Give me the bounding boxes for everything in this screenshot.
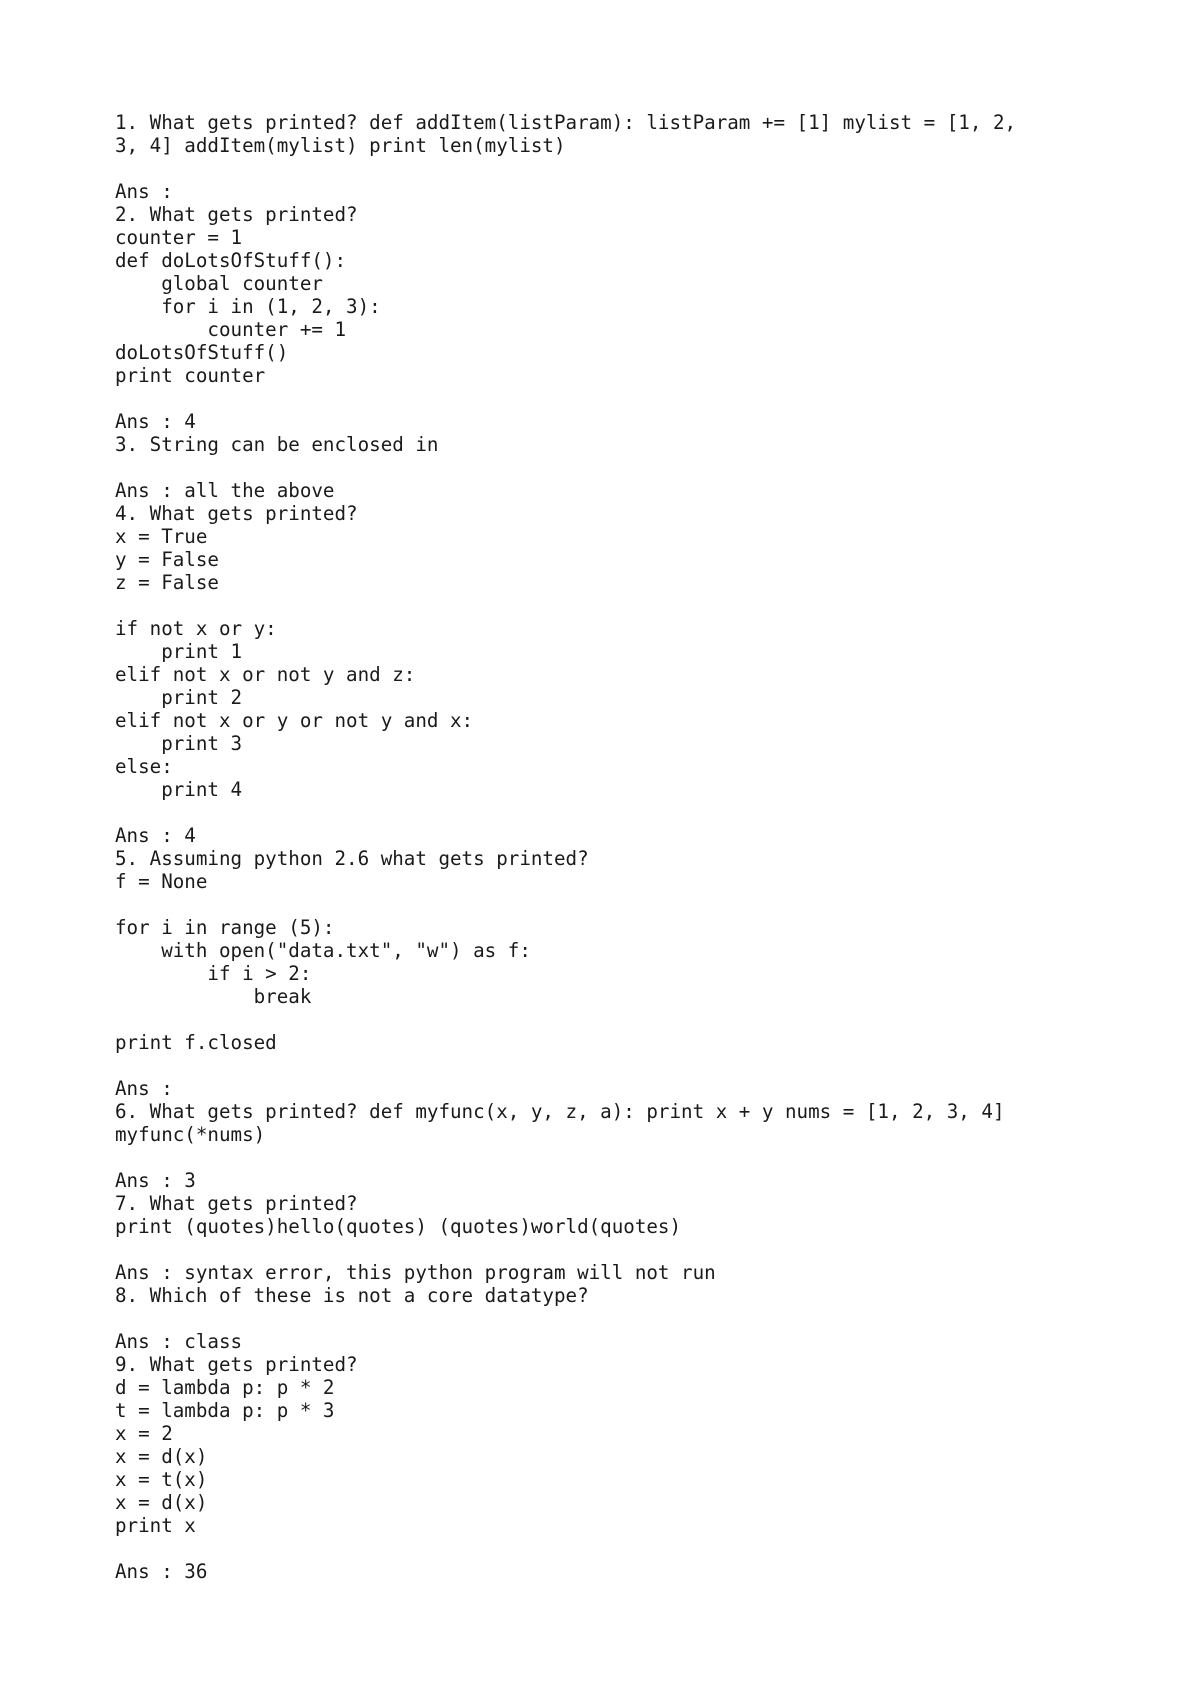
text-line: x = 2 xyxy=(115,1422,173,1445)
text-line: print (quotes)hello(quotes) (quotes)world(quotes) xyxy=(115,1215,682,1238)
blank-line xyxy=(115,893,1085,916)
text-line: global counter xyxy=(115,272,323,295)
text-line: x = True xyxy=(115,525,208,548)
text-line: print 4 xyxy=(115,778,243,801)
text-line: 4. What gets printed? xyxy=(115,502,358,525)
text-line: elif not x or not y and z: xyxy=(115,663,416,686)
text-line: 1. What gets printed? def addItem(listParam): listParam += [1] mylist = [1, 2, xyxy=(115,111,1017,134)
text-line: y = False xyxy=(115,548,219,571)
blank-line xyxy=(115,1008,1085,1031)
text-line: x = d(x) xyxy=(115,1445,208,1468)
text-line: with open("data.txt", "w") as f: xyxy=(115,939,531,962)
text-line: doLotsOfStuff() xyxy=(115,341,289,364)
text-line: 9. What gets printed? xyxy=(115,1353,358,1376)
text-line: print counter xyxy=(115,364,266,387)
blank-line xyxy=(115,594,1085,617)
blank-line xyxy=(115,1054,1085,1077)
text-line: print 3 xyxy=(115,732,243,755)
text-line: x = t(x) xyxy=(115,1468,208,1491)
text-line: 8. Which of these is not a core datatype? xyxy=(115,1284,589,1307)
blank-line xyxy=(115,157,1085,180)
text-line: 3, 4] addItem(mylist) print len(mylist) xyxy=(115,134,566,157)
text-line: print x xyxy=(115,1514,196,1537)
blank-line xyxy=(115,387,1085,410)
text-line: break xyxy=(115,985,312,1008)
text-line: for i in (1, 2, 3): xyxy=(115,295,381,318)
text-line: x = d(x) xyxy=(115,1491,208,1514)
blank-line xyxy=(115,1238,1085,1261)
text-line: counter += 1 xyxy=(115,318,347,341)
text-line: elif not x or y or not y and x: xyxy=(115,709,474,732)
text-line: d = lambda p: p * 2 xyxy=(115,1376,335,1399)
text-line: print 1 xyxy=(115,640,243,663)
blank-line xyxy=(115,1537,1085,1560)
text-line: myfunc(*nums) xyxy=(115,1123,266,1146)
text-line: counter = 1 xyxy=(115,226,243,249)
answer-line: Ans : 4 xyxy=(115,824,196,847)
answer-line: Ans : class xyxy=(115,1330,243,1353)
text-line: 2. What gets printed? xyxy=(115,203,358,226)
blank-line xyxy=(115,456,1085,479)
text-line: 6. What gets printed? def myfunc(x, y, z, a): print x + y nums = [1, 2, 3, 4] xyxy=(115,1100,1005,1123)
answer-line: Ans : syntax error, this python program will not run xyxy=(115,1261,716,1284)
text-line: if not x or y: xyxy=(115,617,277,640)
text-line: z = False xyxy=(115,571,219,594)
text-line: else: xyxy=(115,755,173,778)
text-line: 5. Assuming python 2.6 what gets printed? xyxy=(115,847,589,870)
text-line: t = lambda p: p * 3 xyxy=(115,1399,335,1422)
blank-line xyxy=(115,1307,1085,1330)
document-body xyxy=(115,111,1085,1583)
answer-line: Ans : 3 xyxy=(115,1169,196,1192)
blank-line xyxy=(115,1146,1085,1169)
text-line: for i in range (5): xyxy=(115,916,335,939)
text-line: f = None xyxy=(115,870,208,893)
text-line: print f.closed xyxy=(115,1031,277,1054)
blank-line xyxy=(115,801,1085,824)
text-line: 3. String can be enclosed in xyxy=(115,433,439,456)
text-line: 7. What gets printed? xyxy=(115,1192,358,1215)
answer-line: Ans : xyxy=(115,180,173,203)
text-line: def doLotsOfStuff(): xyxy=(115,249,347,272)
text-line: print 2 xyxy=(115,686,243,709)
answer-line: Ans : 4 xyxy=(115,410,196,433)
answer-line: Ans : xyxy=(115,1077,173,1100)
answer-line: Ans : 36 xyxy=(115,1560,208,1583)
answer-line: Ans : all the above xyxy=(115,479,335,502)
text-line: if i > 2: xyxy=(115,962,312,985)
